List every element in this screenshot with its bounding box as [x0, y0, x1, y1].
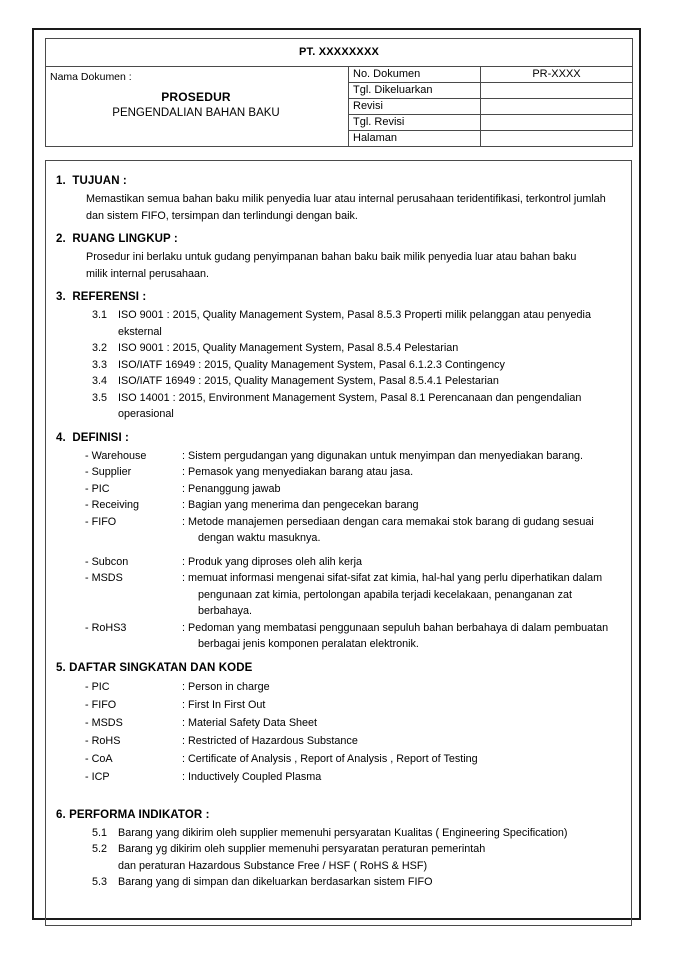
- definition-term: - Subcon: [85, 555, 129, 568]
- list-item: [85, 514, 621, 547]
- field-label-revisi: Revisi: [349, 99, 481, 115]
- definition-desc: [182, 514, 621, 547]
- list-item: [92, 390, 621, 423]
- field-label-halaman: Halaman: [349, 131, 481, 147]
- abbrev-term: - MSDS: [85, 716, 123, 729]
- section-tujuan-line1: Memastikan semua bahan baku milik penyedia luar atau internal perusahaan teridentifikasi, terkontrol jumlah: [86, 193, 606, 205]
- item-number: 3.5: [92, 391, 108, 404]
- abbrev-term: - RoHS: [85, 734, 121, 747]
- header-row-1: [46, 67, 633, 83]
- performa-list: [92, 825, 621, 891]
- company-name: PT. XXXXXXXX: [46, 39, 633, 67]
- field-value-tgl-dikeluarkan[interactable]: [481, 83, 633, 99]
- list-item: [85, 714, 621, 732]
- item-text: ISO 9001 : 2015, Quality Management System, Pasal 8.5.4 Pelestarian: [118, 342, 459, 354]
- document-sheet: [45, 38, 632, 926]
- list-item: [92, 373, 621, 390]
- definition-desc-line1: : Metode manajemen persediaan dengan cara memakai stok barang di gudang sesuai: [182, 515, 594, 528]
- definition-term: - Warehouse: [85, 449, 147, 462]
- definition-desc: : Bagian yang menerima dan pengecekan barang: [182, 499, 419, 511]
- item-text: ISO 9001 : 2015, Quality Management System, Pasal 8.5.3 Properti milik pelanggan atau penyedia eksternal: [118, 309, 591, 338]
- list-item: [85, 696, 621, 714]
- abbrev-desc: : Material Safety Data Sheet: [182, 716, 318, 729]
- item-text: Barang yang di simpan dan dikeluarkan berdasarkan sistem FIFO: [118, 876, 433, 888]
- definition-desc: [182, 620, 621, 653]
- item-text: Barang yang dikirim oleh supplier memenuhi persyaratan Kualitas ( Engineering Specification): [118, 826, 568, 839]
- abbrev-desc: : First In First Out: [182, 698, 266, 711]
- list-item: [92, 307, 621, 340]
- definition-desc-line1: : memuat informasi mengenai sifat-sifat zat kimia, hal-hal yang perlu diperhatikan dalam: [182, 572, 603, 584]
- section-ruang-lingkup: [56, 233, 621, 282]
- item-text: ISO/IATF 16949 : 2015, Quality Management System, Pasal 6.1.2.3 Contingency: [118, 358, 505, 371]
- definition-desc: : Produk yang diproses oleh alih kerja: [182, 555, 363, 568]
- item-text-cont: dan peraturan Hazardous Substance Free / HSF ( RoHS & HSF): [118, 859, 428, 872]
- field-label-tgl-dikeluarkan: Tgl. Dikeluarkan: [349, 83, 481, 99]
- item-text-line1: Barang yg dikirim oleh supplier memenuhi persyaratan peraturan pemerintah: [118, 843, 486, 855]
- item-number: 3.2: [92, 342, 108, 354]
- section-singkatan-heading: 5. DAFTAR SINGKATAN DAN KODE: [56, 661, 253, 674]
- field-value-tgl-revisi[interactable]: [481, 115, 633, 131]
- spacer: [56, 795, 621, 809]
- list-item: [92, 357, 621, 374]
- list-item: [85, 678, 621, 696]
- section-referensi: [56, 291, 621, 423]
- item-number: 5.2: [92, 843, 108, 855]
- section-ruang-lingkup-line1: Prosedur ini berlaku untuk gudang penyimpanan bahan baku baik milik penyedia luar atau bahan baku: [86, 251, 577, 263]
- nama-dokumen-label: Nama Dokumen :: [50, 71, 132, 83]
- document-name-cell: [46, 67, 349, 147]
- list-item: [85, 554, 621, 571]
- list-item: [85, 570, 621, 620]
- list-item: [85, 620, 621, 653]
- item-number: 3.4: [92, 375, 108, 387]
- abbrev-desc: : Inductively Coupled Plasma: [182, 770, 322, 783]
- definition-desc: [182, 570, 621, 620]
- definition-term: - Supplier: [85, 466, 132, 478]
- abbrev-desc: : Person in charge: [182, 680, 270, 693]
- list-item: [85, 768, 621, 786]
- document-title: PROSEDUR: [161, 90, 231, 104]
- definisi-list: [85, 448, 621, 653]
- item-text: ISO/IATF 16949 : 2015, Quality Management System, Pasal 8.5.4.1 Pelestarian: [118, 375, 499, 387]
- list-item: [85, 481, 621, 498]
- list-item: [92, 340, 621, 357]
- section-singkatan: [56, 662, 621, 786]
- list-item: [85, 750, 621, 768]
- list-item: [85, 732, 621, 750]
- field-value-no-dokumen[interactable]: PR-XXXX: [481, 67, 633, 83]
- definition-term: - RoHS3: [85, 621, 127, 634]
- definition-desc: : Penanggung jawab: [182, 482, 281, 495]
- list-item: [92, 825, 621, 842]
- field-label-tgl-revisi: Tgl. Revisi: [349, 115, 481, 131]
- field-value-revisi[interactable]: [481, 99, 633, 115]
- section-definisi: [56, 432, 621, 653]
- definition-desc-line1: : Pedoman yang membatasi penggunaan sepuluh bahan berbahaya di dalam pembuatan: [182, 621, 609, 634]
- section-tujuan-line2: dan sistem FIFO, tersimpan dan terlindungi dengan baik.: [86, 209, 358, 222]
- referensi-list: [92, 307, 621, 423]
- document-subtitle: PENGENDALIAN BAHAN BAKU: [112, 107, 280, 119]
- section-definisi-heading: 4. DEFINISI :: [56, 431, 129, 444]
- spacer: [85, 547, 621, 554]
- definition-desc: : Pemasok yang menyediakan barang atau jasa.: [182, 466, 414, 478]
- item-number: 3.1: [92, 309, 108, 321]
- singkatan-list: [85, 678, 621, 786]
- list-item: [85, 448, 621, 465]
- item-number: 5.1: [92, 826, 108, 839]
- document-header-table: [45, 38, 633, 147]
- section-performa: [56, 809, 621, 891]
- item-number: 3.3: [92, 358, 108, 371]
- definition-term: - Receiving: [85, 499, 140, 511]
- field-value-halaman[interactable]: [481, 131, 633, 147]
- section-tujuan: [56, 175, 621, 224]
- section-referensi-heading: 3. REFERENSI :: [56, 291, 147, 303]
- definition-term: - PIC: [85, 482, 110, 495]
- header-company-row: [46, 39, 633, 67]
- definition-desc-cont: pengunaan zat kimia, pertolongan apabila terjadi kecelakaan, penanganan zat berbahaya.: [198, 588, 572, 617]
- abbrev-term: - CoA: [85, 752, 113, 765]
- definition-desc-cont: berbagai jenis komponen peralatan elektronik.: [198, 638, 419, 650]
- section-performa-heading: 6. PERFORMA INDIKATOR :: [56, 808, 210, 821]
- definition-desc-cont: dengan waktu masuknya.: [198, 532, 321, 544]
- list-item: [92, 874, 621, 891]
- definition-term: - MSDS: [85, 572, 123, 584]
- item-text: [118, 841, 621, 874]
- document-body: [45, 160, 632, 926]
- abbrev-desc: : Restricted of Hazardous Substance: [182, 734, 358, 747]
- list-item: [85, 497, 621, 514]
- definition-term: - FIFO: [85, 515, 117, 528]
- list-item: [85, 464, 621, 481]
- field-label-no-dokumen: No. Dokumen: [349, 67, 481, 83]
- abbrev-term: - PIC: [85, 680, 110, 693]
- abbrev-desc: : Certificate of Analysis , Report of Analysis , Report of Testing: [182, 752, 478, 765]
- section-ruang-lingkup-line2: milik internal perusahaan.: [86, 267, 210, 280]
- abbrev-term: - FIFO: [85, 698, 117, 711]
- list-item: [92, 841, 621, 874]
- definition-desc: : Sistem pergudangan yang digunakan untuk menyimpan dan menyediakan barang.: [182, 449, 583, 462]
- item-number: 5.3: [92, 876, 108, 888]
- section-ruang-lingkup-heading: 2. RUANG LINGKUP :: [56, 233, 178, 245]
- abbrev-term: - ICP: [85, 770, 110, 783]
- item-text: ISO 14001 : 2015, Environment Management System, Pasal 8.1 Perencanaan dan pengendalian operasional: [118, 391, 582, 420]
- section-tujuan-heading: 1. TUJUAN :: [56, 175, 127, 187]
